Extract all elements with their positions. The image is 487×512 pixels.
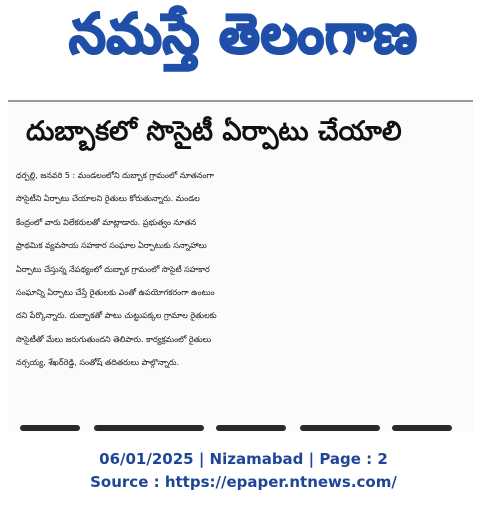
article-body bbox=[16, 164, 464, 375]
news-clipping bbox=[8, 100, 473, 432]
article-line: ప్రాథమిక వ్యవసాయ సహకార సంఘాల ఏర్పాటుకు సన్నాహాలు bbox=[16, 241, 207, 251]
article-line: దని పేర్కొన్నారు. దుబ్బాకతో పాటు చుట్టుపక్కల గ్రామాల రైతులకు bbox=[16, 311, 217, 321]
clipping-meta: 06/01/2025 | Nizamabad | Page : 2 bbox=[99, 450, 388, 468]
article-line: నర్సయ్య, శేఖర్‌రెడ్డి, సంతోష్ తదితరులు పాల్గొన్నారు. bbox=[16, 358, 180, 368]
article-line: కేంద్రంలో వారు విలేకరులతో మాట్లాడారు. ప్రభుత్వం నూతన bbox=[16, 217, 197, 227]
article-headline: దుబ్బాకలో సొసైటీ ఏర్పాటు చేయాలి bbox=[26, 116, 402, 147]
cut-off-text-fragment bbox=[300, 425, 380, 431]
cut-off-text-fragment bbox=[392, 425, 452, 431]
article-line: సొసైటీని ఏర్పాటు చేయాలని రైతులు కోరుతున్నారు. మండల bbox=[16, 194, 200, 204]
cut-off-text-fragment bbox=[216, 425, 286, 431]
article-line: ధర్పల్లి, జనవరి 5 : మండలంలోని దుబ్బాక గ్రామంలో నూతనంగా bbox=[16, 171, 214, 180]
article-line: సొసైటీతో మేలు జరుగుతుందని తెలిపారు. కార్యక్రమంలో రైతులు bbox=[16, 334, 212, 344]
masthead-title: నమస్తే తెలంగాణ bbox=[69, 2, 418, 66]
cut-off-text-fragment bbox=[94, 425, 204, 431]
article-line: సంఘాన్ని ఏర్పాటు చేస్తే రైతులకు ఎంతో ఉపయోగకరంగా ఉంటుం bbox=[16, 288, 215, 298]
cut-off-next-line bbox=[16, 422, 464, 432]
clipping-source: Source : https://epaper.ntnews.com/ bbox=[90, 473, 397, 491]
newspaper-masthead bbox=[0, 0, 487, 82]
article-line: ఏర్పాటు చేస్తున్న నేపథ్యంలో దుబ్బాక గ్రామంలో సొసైటీ సహకార bbox=[16, 264, 210, 274]
cut-off-text-fragment bbox=[20, 425, 80, 431]
